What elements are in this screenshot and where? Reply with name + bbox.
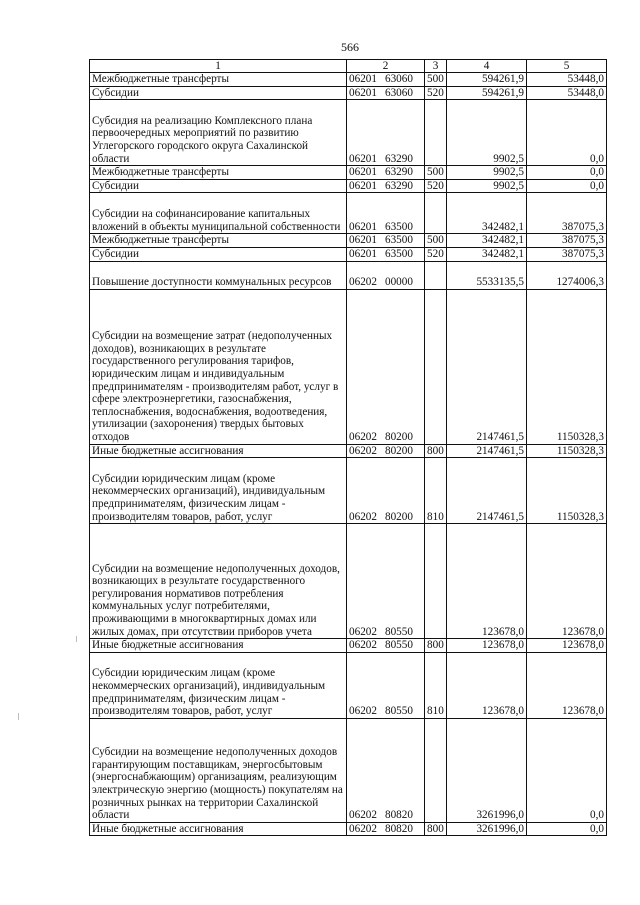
row-expense-type: 520 [425,247,447,261]
row-value-col-4: 123678,0 [447,652,527,718]
row-code [347,261,425,289]
row-expense-type: 800 [425,639,447,653]
row-expense-type: 810 [425,458,447,524]
table-row [90,261,607,289]
table-row [90,639,607,653]
row-name: Межбюджетные трансферты [90,166,347,180]
row-value-col-4: 9902,5 [447,100,527,166]
page-number: 566 [341,40,359,54]
header-col-1: 1 [90,60,347,73]
table-row [90,234,607,248]
row-value-col-4: 342482,1 [447,247,527,261]
table-row [90,179,607,193]
row-code-direction: 80820 [384,809,413,822]
row-code-program: 06202 [349,809,377,822]
table-row [90,247,607,261]
row-expense-type [425,100,447,166]
row-code [347,524,425,639]
row-code-program: 06201 [349,220,377,233]
row-value-col-5: 0,0 [527,166,607,180]
row-expense-type [425,718,447,822]
row-name: Иные бюджетные ассигнования [90,822,347,836]
row-code-direction: 80200 [384,444,413,457]
row-expense-type: 500 [425,73,447,87]
table-row [90,193,607,234]
row-value-col-5: 387075,3 [527,247,607,261]
row-code-direction: 63290 [384,152,413,165]
row-value-col-4: 594261,9 [447,73,527,87]
row-name: Субсидия на реализацию Комплексного плана первоочередных мероприятий по развитию Углегорского городского округа Сахалинской области [90,100,347,166]
row-code-program: 06201 [349,73,377,85]
header-col-2: 2 [347,60,425,73]
table-row [90,166,607,180]
row-value-col-5: 0,0 [527,179,607,193]
row-value-col-5: 0,0 [527,822,607,836]
row-name: Субсидии юридическим лицам (кроме некоммерческих организаций), индивидуальным предпринимателям, физическим лицам - производителям товаров, работ, услуг [90,458,347,524]
row-code-direction: 80550 [384,639,413,652]
row-expense-type [425,193,447,234]
row-name: Субсидии на софинансирование капитальных вложений в объекты муниципальной собственности [90,193,347,234]
row-value-col-5: 53448,0 [527,73,607,87]
row-expense-type: 800 [425,444,447,458]
row-code-program: 06201 [349,234,377,247]
row-expense-type [425,524,447,639]
row-value-col-5: 0,0 [527,100,607,166]
budget-table [89,59,607,836]
row-code-program: 06201 [349,152,377,165]
row-code-direction: 80200 [384,430,413,443]
table-row [90,86,607,100]
row-code [347,458,425,524]
row-name: Субсидии на возмещение недополученных доходов гарантирующим поставщикам, энергосбытовым (энергоснабжающим) организациям, реализующим электрическую энергию (мощность) покупателям на розничных рынках на территории Сахалинской области [90,718,347,822]
row-code-direction: 80200 [384,510,413,523]
row-code-direction: 63500 [384,247,413,260]
header-col-3: 3 [425,60,447,73]
table-row [90,524,607,639]
row-value-col-4: 2147461,5 [447,458,527,524]
row-name: Субсидии [90,86,347,100]
row-code [347,822,425,836]
row-code-program: 06202 [349,430,377,443]
budget-table-body [90,60,607,836]
row-name: Межбюджетные трансферты [90,234,347,248]
row-value-col-4: 3261996,0 [447,822,527,836]
row-value-col-5: 123678,0 [527,524,607,639]
row-name: Субсидии [90,247,347,261]
row-value-col-5: 1274006,3 [527,261,607,289]
row-value-col-4: 342482,1 [447,234,527,248]
row-code [347,73,425,87]
row-value-col-5: 387075,3 [527,234,607,248]
row-name: Иные бюджетные ассигнования [90,639,347,653]
row-code-direction: 63060 [384,86,413,99]
row-code-direction: 63500 [384,234,413,247]
row-code-program: 06201 [349,247,377,260]
table-row [90,73,607,87]
row-code-direction: 80550 [384,625,413,638]
row-value-col-5: 1150328,3 [527,458,607,524]
row-code-program: 06201 [349,86,377,99]
row-name: Субсидии на возмещение недополученных доходов, возникающих в результате государственного регулирования нормативов потребления коммунальных услуг потребителями, проживающими в многоквартирных домах или жилых домах, при отсутствии приборов учета [90,524,347,639]
row-name: Субсидии [90,179,347,193]
row-expense-type: 800 [425,822,447,836]
row-value-col-5: 387075,3 [527,193,607,234]
scan-mark [18,713,19,720]
row-expense-type: 520 [425,179,447,193]
row-expense-type: 500 [425,234,447,248]
row-value-col-5: 0,0 [527,718,607,822]
row-code-program: 06202 [349,444,377,457]
table-row [90,718,607,822]
header-col-5: 5 [527,60,607,73]
row-code-direction: 00000 [384,275,413,288]
row-code-direction: 63290 [384,179,413,192]
row-code-program: 06202 [349,510,377,523]
row-value-col-4: 2147461,5 [447,289,527,444]
row-value-col-4: 594261,9 [447,86,527,100]
row-expense-type [425,261,447,289]
row-code-direction: 63060 [384,73,413,85]
table-row [90,822,607,836]
row-code-program: 06201 [349,166,377,179]
table-row [90,100,607,166]
row-expense-type: 810 [425,652,447,718]
row-value-col-4: 2147461,5 [447,444,527,458]
row-value-col-4: 123678,0 [447,524,527,639]
table-row [90,652,607,718]
row-code [347,247,425,261]
row-name: Субсидии юридическим лицам (кроме некоммерческих организаций), индивидуальным предпринимателям, физическим лицам - производителям товаров, работ, услуг [90,652,347,718]
row-code [347,444,425,458]
row-code [347,193,425,234]
table-row [90,458,607,524]
table-header-row [90,60,607,73]
row-code [347,179,425,193]
row-value-col-5: 53448,0 [527,86,607,100]
row-name: Субсидии на возмещение затрат (недополученных доходов), возникающих в результате государственного регулирования тарифов, юридическим лицам и индивидуальным предпринимателям - производителям работ, услуг в сфере электроэнергетики, газоснабжения, теплоснабжения, водоснабжения, водоотведения, утилизации (захоронения) твердых бытовых отходов [90,289,347,444]
table-row [90,444,607,458]
row-code-program: 06202 [349,705,377,718]
row-value-col-4: 5533135,5 [447,261,527,289]
row-value-col-4: 3261996,0 [447,718,527,822]
row-value-col-4: 123678,0 [447,639,527,653]
row-expense-type: 520 [425,86,447,100]
row-code [347,166,425,180]
row-code [347,718,425,822]
row-value-col-4: 342482,1 [447,193,527,234]
header-col-4: 4 [447,60,527,73]
row-name: Повышение доступности коммунальных ресурсов [90,261,347,289]
scan-mark [76,636,77,642]
row-value-col-5: 123678,0 [527,652,607,718]
row-code [347,289,425,444]
table-row [90,289,607,444]
row-code-program: 06202 [349,822,377,835]
row-value-col-4: 9902,5 [447,179,527,193]
row-code [347,652,425,718]
row-name: Иные бюджетные ассигнования [90,444,347,458]
row-code [347,100,425,166]
row-value-col-4: 9902,5 [447,166,527,180]
row-code-direction: 63290 [384,166,413,179]
row-value-col-5: 1150328,3 [527,444,607,458]
row-code-direction: 80550 [384,705,413,718]
row-code-program: 06202 [349,639,377,652]
row-code-program: 06201 [349,179,377,192]
row-code-direction: 63500 [384,220,413,233]
row-code-direction: 80820 [384,822,413,835]
row-name: Межбюджетные трансферты [90,73,347,87]
row-code [347,234,425,248]
row-value-col-5: 123678,0 [527,639,607,653]
row-code [347,86,425,100]
row-expense-type [425,289,447,444]
row-code-program: 06202 [349,275,377,288]
row-code-program: 06202 [349,625,377,638]
row-code [347,639,425,653]
row-expense-type: 500 [425,166,447,180]
row-value-col-5: 1150328,3 [527,289,607,444]
